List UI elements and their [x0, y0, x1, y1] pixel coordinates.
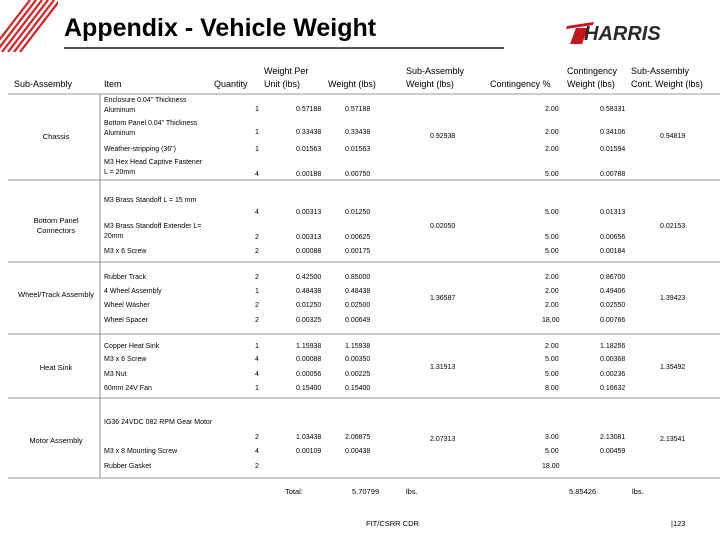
- item-weight: 0.01250: [345, 209, 371, 216]
- item-cont-weight: 0.01594: [600, 146, 626, 153]
- header-sub-weight-line1: Sub-Assembly: [406, 66, 465, 76]
- item-name: M3 x 6 Screw: [104, 248, 147, 255]
- header-sub-cont-line2: Cont. Weight (lbs): [631, 79, 703, 89]
- item-cont-weight: 0.00368: [600, 356, 626, 363]
- item-contingency-pct: 5.00: [545, 448, 559, 455]
- sub-cont-bottom-panel-connectors: 0.02153: [660, 223, 686, 230]
- subassembly-wheel-track: Wheel/Track Assembly: [18, 290, 94, 299]
- item-unit-weight: 0.00313: [296, 234, 322, 241]
- subassembly-bottom-panel-connectors: Bottom Panel Connectors: [33, 216, 79, 235]
- item-unit-weight: 0.48438: [296, 288, 322, 295]
- item-cont-weight: 0.01313: [600, 209, 626, 216]
- item-unit-weight: 0.15400: [296, 385, 322, 392]
- item-unit-weight: 0.00088: [296, 356, 322, 363]
- item-unit-weight: 0.42500: [296, 274, 322, 281]
- item-weight: 0.00438: [345, 448, 371, 455]
- item-qty: 4: [255, 371, 259, 378]
- item-cont-weight: 0.00236: [600, 371, 626, 378]
- item-cont-weight: 1.18256: [600, 343, 626, 350]
- item-qty: 1: [255, 146, 259, 153]
- item-weight: 0.00625: [345, 234, 371, 241]
- sub-cont-motor: 2.13541: [660, 436, 686, 443]
- item-weight: 0.33438: [345, 129, 371, 136]
- item-contingency-pct: 2.00: [545, 343, 559, 350]
- header-unit-weight-line1: Weight Per: [264, 66, 309, 76]
- item-contingency-pct: 2.00: [545, 106, 559, 113]
- item-name: M3 x 6 Screw: [104, 356, 147, 363]
- item-cont-weight: 2.13081: [600, 434, 626, 441]
- header-sub-weight-line2: Weight (lbs): [406, 79, 454, 89]
- item-name: Wheel Spacer: [104, 317, 148, 324]
- item-unit-weight: 0.00056: [296, 371, 322, 378]
- total-weight: 5.70799: [352, 487, 380, 496]
- sub-cont-chassis: 0.94819: [660, 133, 686, 140]
- item-name: Rubber Gasket: [104, 463, 152, 470]
- item-qty: 1: [255, 106, 259, 113]
- header-quantity: Quantity: [214, 79, 248, 89]
- item-name: 60mm 24V Fan: [104, 385, 152, 392]
- item-name: Copper Heat Sink: [104, 343, 160, 350]
- item-unit-weight: 1.03438: [296, 434, 322, 441]
- header-cont-weight-line1: Contingency: [567, 66, 618, 76]
- item-contingency-pct: 2.00: [545, 302, 559, 309]
- item-cont-weight: 0.00459: [600, 448, 626, 455]
- item-name: M3 Brass Standoff L = 15 mm: [104, 197, 197, 204]
- page-title: Appendix - Vehicle Weight: [64, 14, 377, 42]
- item-weight: 1.15938: [345, 343, 371, 350]
- total-cont-unit: lbs.: [632, 487, 644, 496]
- item-name: 4 Wheel Assembly: [104, 288, 162, 295]
- item-cont-weight: 0.00766: [600, 317, 626, 324]
- item-cont-weight: 0.00788: [600, 171, 626, 178]
- item-unit-weight: 0.33438: [296, 129, 322, 136]
- header-unit-weight-line2: Unit (lbs): [264, 79, 301, 89]
- item-unit-weight: 0.57188: [296, 106, 322, 113]
- subassembly-chassis: Chassis: [42, 132, 70, 141]
- item-qty: 4: [255, 209, 259, 216]
- item-weight: 0.00750: [345, 171, 371, 178]
- sub-weight-heat-sink: 1.31913: [430, 364, 456, 371]
- item-unit-weight: 0.00188: [296, 171, 322, 178]
- item-qty: 2: [255, 434, 259, 441]
- item-contingency-pct: 5.00: [545, 171, 559, 178]
- item-unit-weight: 0.01250: [296, 302, 322, 309]
- item-qty: 4: [255, 448, 259, 455]
- subassembly-motor: Motor Assembly: [29, 436, 83, 445]
- item-cont-weight: 0.34106: [600, 129, 626, 136]
- item-contingency-pct: 5.00: [545, 209, 559, 216]
- item-qty: 1: [255, 129, 259, 136]
- item-contingency-pct: 2.00: [545, 288, 559, 295]
- item-weight: 0.00225: [345, 371, 371, 378]
- logo-text: HARRIS: [584, 23, 661, 45]
- item-cont-weight: 0.00184: [600, 248, 626, 255]
- item-cont-weight: 0.58331: [600, 106, 626, 113]
- item-qty: 4: [255, 171, 259, 178]
- sub-weight-bottom-panel-connectors: 0.02050: [430, 223, 456, 230]
- item-qty: 2: [255, 463, 259, 470]
- item-weight: 0.57188: [345, 106, 371, 113]
- page-number: |123: [671, 519, 686, 528]
- item-contingency-pct: 2.00: [545, 146, 559, 153]
- item-name: Bottom Panel 0.04" Thickness Aluminum: [104, 120, 198, 137]
- item-name: M3 x 8 Mounting Screw: [104, 448, 178, 455]
- item-unit-weight: 0.00325: [296, 317, 322, 324]
- item-weight: 0.00350: [345, 356, 371, 363]
- header-item: Item: [104, 79, 122, 89]
- sub-weight-wheel-track: 1.36587: [430, 295, 456, 302]
- item-weight: 0.00175: [345, 248, 371, 255]
- total-cont-weight: 5.85426: [569, 487, 597, 496]
- sub-cont-wheel-track: 1.39423: [660, 295, 686, 302]
- subassembly-heat-sink: Heat Sink: [39, 363, 73, 372]
- item-contingency-pct: 5.00: [545, 356, 559, 363]
- item-weight: 0.15400: [345, 385, 371, 392]
- item-name: Weather-stripping (36"): [104, 146, 176, 153]
- item-unit-weight: 0.00313: [296, 209, 322, 216]
- item-qty: 4: [255, 356, 259, 363]
- item-contingency-pct: 3.00: [545, 434, 559, 441]
- item-qty: 1: [255, 343, 259, 350]
- item-qty: 1: [255, 385, 259, 392]
- item-cont-weight: 0.00656: [600, 234, 626, 241]
- item-cont-weight: 0.49406: [600, 288, 626, 295]
- item-name: Enclosure 0.04" Thickness Aluminum: [104, 97, 187, 114]
- item-weight: 0.00649: [345, 317, 371, 324]
- item-unit-weight: 0.00109: [296, 448, 322, 455]
- item-contingency-pct: 18.00: [542, 317, 560, 324]
- item-weight: 0.01563: [345, 146, 371, 153]
- item-contingency-pct: 5.00: [545, 234, 559, 241]
- item-qty: 2: [255, 317, 259, 324]
- item-unit-weight: 0.01563: [296, 146, 322, 153]
- item-name: Rubber Track: [104, 274, 147, 281]
- item-name: M3 Hex Head Captive Fastener L = 20mm: [104, 159, 203, 176]
- item-cont-weight: 0.86700: [600, 274, 626, 281]
- item-qty: 2: [255, 274, 259, 281]
- item-unit-weight: 0.00088: [296, 248, 322, 255]
- item-name: M3 Brass Standoff Extender L= 20mm: [104, 223, 202, 240]
- item-weight: 0.02500: [345, 302, 371, 309]
- header-contingency-pct: Contingency %: [490, 79, 551, 89]
- item-weight: 2.06875: [345, 434, 371, 441]
- item-qty: 2: [255, 302, 259, 309]
- item-weight: 0.48438: [345, 288, 371, 295]
- header-sub-cont-line1: Sub-Assembly: [631, 66, 690, 76]
- sub-weight-motor: 2.07313: [430, 436, 456, 443]
- item-contingency-pct: 8.00: [545, 385, 559, 392]
- item-cont-weight: 0.02550: [600, 302, 626, 309]
- item-qty: 1: [255, 288, 259, 295]
- item-name: IG36 24VDC 082 RPM Gear Motor: [104, 419, 213, 426]
- item-contingency-pct: 5.00: [545, 248, 559, 255]
- item-name: M3 Nut: [104, 371, 127, 378]
- item-contingency-pct: 2.00: [545, 129, 559, 136]
- total-weight-unit: lbs.: [406, 487, 418, 496]
- page-number-value: 123: [672, 519, 686, 528]
- item-contingency-pct: 5.00: [545, 371, 559, 378]
- total-label: Total:: [285, 487, 303, 496]
- item-qty: 2: [255, 248, 259, 255]
- header-cont-weight-line2: Weight (lbs): [567, 79, 615, 89]
- item-name: Wheel Washer: [104, 302, 150, 309]
- item-contingency-pct: 18.00: [542, 463, 560, 470]
- item-cont-weight: 0.16632: [600, 385, 626, 392]
- item-weight: 0.85000: [345, 274, 371, 281]
- sub-weight-chassis: 0.92938: [430, 133, 456, 140]
- item-qty: 2: [255, 234, 259, 241]
- header-subassembly: Sub-Assembly: [14, 79, 73, 89]
- footer-title: FIT/CSRR CDR: [366, 519, 419, 528]
- sub-cont-heat-sink: 1.35492: [660, 364, 686, 371]
- header-weight: Weight (lbs): [328, 79, 376, 89]
- item-unit-weight: 1.15938: [296, 343, 322, 350]
- item-contingency-pct: 2.00: [545, 274, 559, 281]
